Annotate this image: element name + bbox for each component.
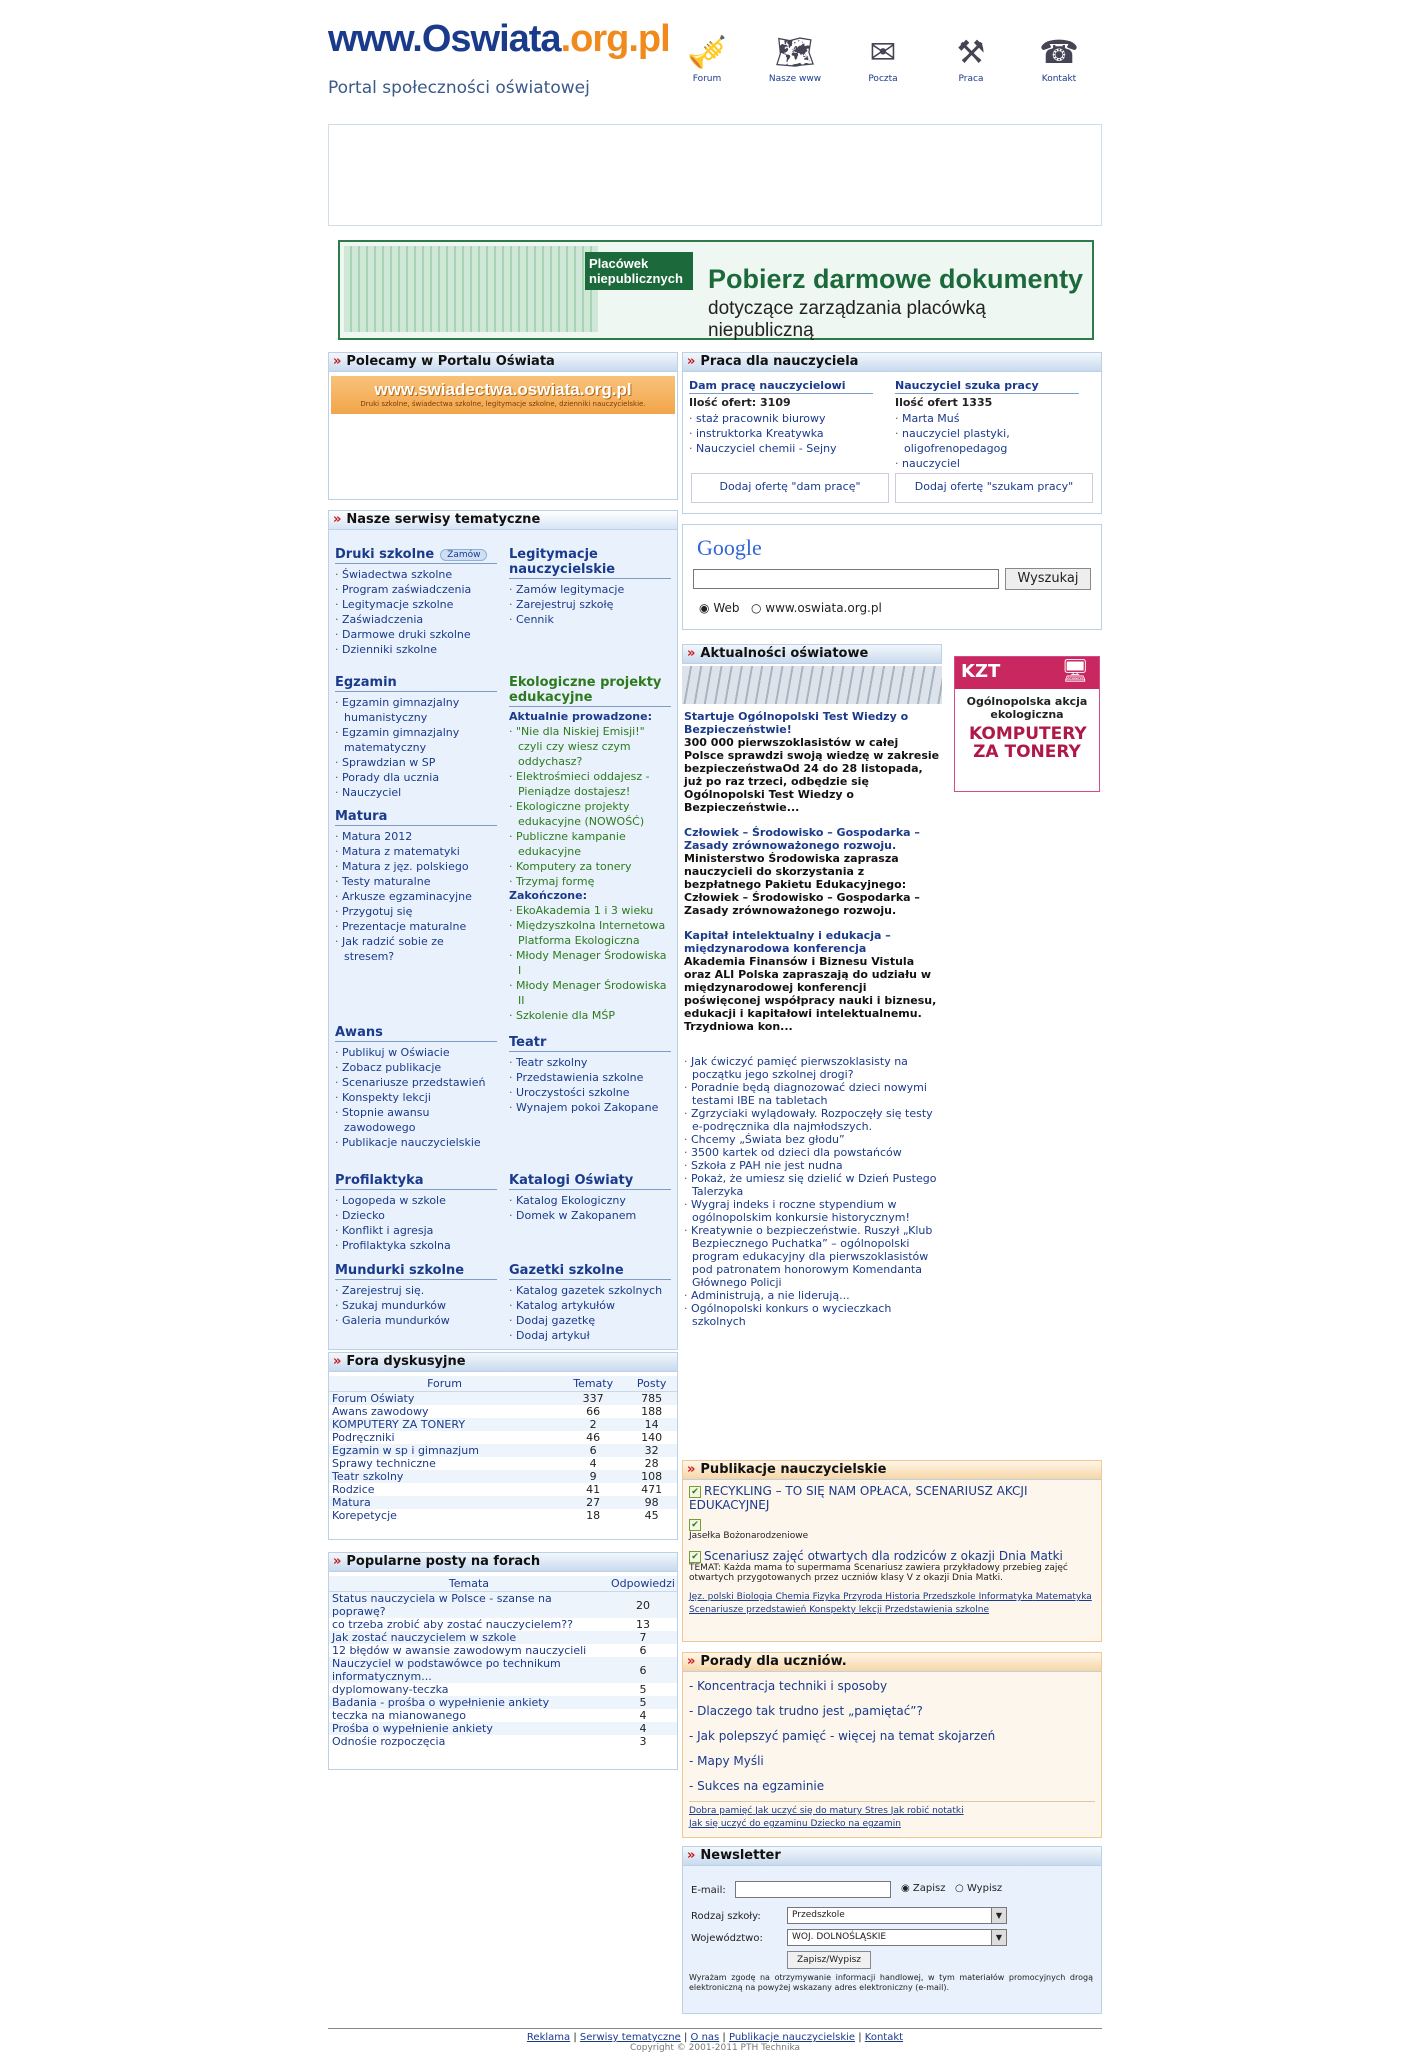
trumpet-icon: 🎺 [687, 33, 727, 71]
table-row[interactable]: Podręczniki 46 140 [332, 1431, 663, 1444]
footer: Reklama | Serwisy tematyczne | O nas | Publikacje nauczycielskie | Kontakt Copyright © 2001-2011 PTH Technika [328, 2028, 1102, 2053]
footer-link[interactable]: Serwisy tematyczne [579, 2032, 681, 2043]
kzt-header: KZT 🖥 [955, 657, 1099, 689]
table-row[interactable]: dyplomowany-teczka 5 [332, 1683, 647, 1696]
table-row[interactable]: Forum Oświaty 337 785 [329, 1392, 677, 1406]
news-link[interactable]: · Jak ćwiczyć pamięć pierwszoklasisty na początku jego szkolnej drogi? [684, 1055, 940, 1081]
table-row[interactable]: Prośba o wypełnienie ankiety 4 [329, 1722, 677, 1735]
news-title[interactable]: Kapitał intelektualny i edukacja – międzynarodowa konferencja [684, 929, 891, 955]
newsletter-panel: » Newsletter E-mail: ◉ Zapisz ○ Wypisz Rodzaj szkoły: Przedszkole ▼ Województwo: WOJ. DOLNOŚLĄSKIE ▼ Zapisz/Wypisz Wyrażam zgodę na otrzymywanie informacji handlowej, w tym materiałów promocyjnych drogą elektroniczną na powyżej wskazany adres elektroniczny (e-mail). [682, 1846, 1102, 2014]
news-link[interactable]: · Administrują, a nie liderują... [684, 1289, 940, 1302]
chevron-down-icon: ▼ [991, 1930, 1006, 1945]
top-nav [668, 30, 1098, 84]
news-image [682, 666, 942, 704]
table-row[interactable]: Matura 27 98 [329, 1496, 677, 1509]
praca-panel: » Praca dla nauczyciela Dam pracę nauczycielowi Ilość ofert: 3109 · staż pracownik biurowy · instruktorka Kreatywka · Nauczyciel chemii - Sejny Nauczyciel szuka pracy Ilość ofert 1335 · Marta Muś · nauczyciel plastyki, oligofrenopedagog · nauczyciel Dodaj ofertę "dam pracę" Dodaj ofertę "szukam pracy" [682, 352, 1102, 514]
check-icon: ✔ [689, 1486, 701, 1498]
matura-title[interactable]: Matura [335, 809, 497, 826]
job-seeker[interactable]: · nauczyciel [895, 456, 1079, 471]
table-row[interactable]: Rodzice 41 471 [332, 1483, 663, 1496]
kzt-ad[interactable]: KZT 🖥 Ogólnopolska akcja ekologiczna KOMPUTERY ZA TONERY [954, 656, 1100, 792]
table-row[interactable]: Korepetycje 18 45 [332, 1509, 659, 1522]
computer-icon: 🖥 [1061, 659, 1089, 684]
publication-link[interactable]: ✔ RECYKLING – TO SIĘ NAM OPŁACA, SCENARIUSZ AKCJI EDUKACYJNEJ [689, 1484, 1028, 1512]
radio-web[interactable]: ◉ [699, 601, 710, 615]
news-title[interactable]: Człowiek – Środowisko – Gospodarka – Zasady zrównoważonego rozwoju. [684, 826, 920, 852]
egzamin-title[interactable]: Egzamin [335, 675, 497, 692]
nav-nasze-www[interactable]: 🗺 Nasze www [756, 30, 834, 84]
banner-subline: dotyczące zarządzania placówką niepubliczną [708, 298, 986, 341]
news-link[interactable]: · Zgrzyciaki wylądowały. Rozpoczęły się testy e-podręcznika dla najmłodszych. [684, 1107, 940, 1133]
posty-panel [328, 1552, 678, 1770]
news-link[interactable]: · Szkoła z PAH nie jest nudna [684, 1159, 940, 1172]
google-search-input[interactable] [693, 569, 999, 589]
news-link[interactable]: · Kreatywnie o bezpieczeństwie. Ruszył „Klub Bezpiecznego Puchatka” – ogólnopolski program edukacyjny dla pierwszoklasistów pod patronatem honorowym Komendanta Głównego Policji [684, 1224, 940, 1289]
promo-banner[interactable] [338, 240, 1094, 340]
table-row[interactable]: Sprawy techniczne 4 28 [332, 1457, 659, 1470]
book-graphic [344, 246, 598, 332]
advice-link[interactable]: - Jak polepszyć pamięć - więcej na temat skojarzeń [689, 1729, 996, 1743]
table-row[interactable]: Odnośie rozpoczęcia 3 [332, 1735, 647, 1748]
phone-icon: ☎ [1039, 33, 1079, 71]
news-link[interactable]: · 3500 kartek od dzieci dla powstańców [684, 1146, 940, 1159]
druki-title[interactable]: Druki szkolne Zamów [335, 547, 497, 564]
gazetki-title[interactable]: Gazetki szkolne [509, 1263, 671, 1280]
chevron-down-icon: ▼ [991, 1908, 1006, 1923]
job-seeker[interactable]: · nauczyciel plastyki, oligofrenopedagog [895, 426, 1079, 456]
porady-panel: » Porady dla uczniów. - Koncentracja techniki i sposoby - Dlaczego tak trudno jest „pamiętać”? - Jak polepszyć pamięć - więcej na temat skojarzeń - Mapy Myśli - Sukces na egzaminie Dobra pamięć Jak uczyć się do matury Stres Jak robić notatki Jak się uczyć do egzaminu Dziecko na egzamin [682, 1652, 1102, 1838]
zamow-badge[interactable]: Zamów [440, 549, 487, 561]
footer-link[interactable]: O nas [690, 2032, 720, 2043]
tagline: Portal społeczności oświatowej [328, 78, 590, 98]
awans-title[interactable]: Awans [335, 1025, 497, 1042]
nav-praca[interactable]: ⚒ Praca [932, 30, 1010, 84]
nav-kontakt[interactable]: ☎ Kontakt [1020, 30, 1098, 84]
footer-link[interactable]: Publikacje nauczycielskie [728, 2032, 856, 2043]
publication-link[interactable]: ✔ Scenariusz zajęć otwartych dla rodziców z okazji Dnia Matki [689, 1549, 1095, 1563]
publikacje-panel: » Publikacje nauczycielskie ✔ RECYKLING – TO SIĘ NAM OPŁACA, SCENARIUSZ AKCJI EDUKACYJNEJ ✔ Jasełka Bożonarodzeniowe ✔ Scenariusz zajęć otwartych dla rodziców z okazji Dnia Matki TEMAT: Każda mama to supermama Scenariusz zawiera przykładowy przebieg zajęć otwartych przygotowanych przez uczniów klasy V z okazji Dnia Matki. Jęz. polski Biologia Chemia Fizyka Przyroda Historia Przedszkole Informatyka Matematyka Scenariusze przedstawień Konspekty lekcji Przedstawienia szkolne [682, 1460, 1102, 1642]
news-title[interactable]: Startuje Ogólnopolski Test Wiedzy o Bezpieczeństwie! [684, 710, 909, 736]
job-offer[interactable]: · staż pracownik biurowy [689, 411, 873, 426]
aktualnosci-title: » Aktualności oświatowe [682, 644, 942, 664]
table-row[interactable]: Teatr szkolny 9 108 [329, 1470, 677, 1483]
world-map-icon: 🗺 [774, 33, 816, 71]
job-offer[interactable]: · Nauczyciel chemii - Sejny [689, 441, 873, 456]
job-seeker[interactable]: · Marta Muś [895, 411, 1079, 426]
publication-link[interactable]: Jasełka Bożonarodzeniowe [689, 1531, 809, 1541]
banner-headline: Pobierz darmowe dokumenty [708, 264, 1084, 294]
fora-table: Forum Tematy Posty Forum Oświaty 337 785 Awans zawodowy 66 188 KOMPUTERY ZA TONERY 2 14 Podręczniki 46 140 Egzamin w sp i gimnazjum 6 32 Sprawy techniczne 4 28 Teatr szkolny 9 108 Rodzice 41 471 Matura 27 98 Korepetycje 18 45 [329, 1376, 677, 1522]
advice-link[interactable]: - Dlaczego tak trudno jest „pamiętać”? [689, 1704, 923, 1718]
news-link[interactable]: · Pokaż, że umiesz się dzielić w Dzień Pustego Talerzyka [684, 1172, 940, 1198]
google-search: Google Wyszukaj ◉ Web ○ www.oswiata.org.pl [682, 524, 1102, 630]
footer-link[interactable]: Kontakt [864, 2032, 904, 2043]
add-offer-button[interactable]: Dodaj ofertę "dam pracę" [691, 473, 889, 503]
google-search-button[interactable]: Wyszukaj [1005, 568, 1091, 590]
serwisy-panel: » Nasze serwisy tematyczne Druki szkolne Zamów · Świadectwa szkolne · Program zaświadczenia · Legitymacje szkolne · Zaświadczenia · Darmowe druki szkolne · Dzienniki szkolne Legitymacje nauczycielskie · Zamów legitymacje · Zarejestruj szkołę · Cennik Egzamin · Egzamin gimnazjalny humanistyczny · Egzamin gimnazjalny matematyczny · Sprawdzian w SP · Porady dla ucznia · Nauczyciel Ekologiczne projekty edukacyjne Aktualnie prowadzone: · "Nie dla Niskiej Emisji!" czyli czy wiesz czym oddychasz? · Elektrośmieci oddajesz - Pieniądze dostajesz! · Ekologiczne projekty edukacyjne (NOWOŚĆ) · Publiczne kampanie edukacyjne · Komputery za tonery · Trzymaj formę Zakończone: · EkoAkademia 1 i 3 wieku · Międzyszkolna Internetowa Platforma Ekologiczna · Młody Menager Środowiska I · Młody Menager Środowiska II · Szkolenie dla MŚP Matura · Matura 2012 · Matura z matematyki · Matura z jęz. polskiego · Testy maturalne · Arkusze egzaminacyjne · Przygotuj się · Prezentacje maturalne · Jak radzić sobie ze stresem? Awans · Publikuj w Oświacie · Zobacz publikacje · Scenariusze przedstawień · Konspekty lekcji · Stopnie awansu zawodowego · Publikacje nauczycielskie Teatr · Teatr szkolny · Przedstawienia szkolne · Uroczystości szkolne · Wynajem pokoi Zakopane Profilaktyka · Logopeda w szkole · Dziecko · Konflikt i agresja · Profilaktyka szkolna Katalogi Oświaty · Katalog Ekologiczny · Domek w Zakopanem Mundurki szkolne · Zarejestruj się. · Szukaj mundurków · Galeria mundurków Gazetki szkolne · Katalog gazetek szkolnych · Katalog artykułów · Dodaj gazetkę · Dodaj artykuł [328, 510, 678, 1350]
job-offer[interactable]: · instruktorka Kreatywka [689, 426, 873, 441]
radio-site[interactable]: ○ [750, 601, 762, 615]
news-link[interactable]: · Ogólnopolski konkurs o wycieczkach szkolnych [684, 1302, 940, 1328]
table-row[interactable]: Awans zawodowy 66 188 [332, 1405, 663, 1418]
news-link[interactable]: · Poradnie będą diagnozować dzieci nowymi testami IBE na tabletach [684, 1081, 940, 1107]
profilaktyka-title[interactable]: Profilaktyka [335, 1173, 497, 1190]
banner-badge: Placówek niepublicznych [585, 252, 693, 290]
news-link[interactable]: · Wygraj indeks i roczne stypendium w ogólnopolskim konkursie historycznym! [684, 1198, 940, 1224]
newsletter-title: » Newsletter [683, 1847, 1101, 1866]
katalogi-title[interactable]: Katalogi Oświaty [509, 1173, 671, 1190]
promo-swiadectwa[interactable]: www.swiadectwa.oswiata.org.pl Druki szkolne, świadectwa szkolne, legitymacje szkolne, dzienniki nauczycielskie. [331, 376, 675, 414]
nav-poczta[interactable]: ✉ Poczta [844, 30, 922, 84]
radio-wypisz[interactable]: ○ [955, 1883, 964, 1894]
site-logo[interactable]: www.Oswiata.org.pl [328, 18, 670, 60]
fora-title: » Fora dyskusyjne [329, 1353, 677, 1372]
mundurki-title[interactable]: Mundurki szkolne [335, 1263, 497, 1280]
add-seeker-button[interactable]: Dodaj ofertę "szukam pracy" [895, 473, 1093, 503]
ad-placeholder [328, 124, 1102, 226]
radio-zapisz[interactable]: ◉ [901, 1883, 910, 1894]
hammer-icon: ⚒ [956, 33, 986, 71]
advice-link[interactable]: - Mapy Myśli [689, 1754, 764, 1768]
posty-table: Temata Odpowiedzi Status nauczyciela w Polsce - szanse na poprawę? 20 co trzeba zrobić aby zostać nauczycielem?? 13 Jak zostać nauczycielem w szkole 7 12 błędów w awansie zawodowym nauczycieli 6 Nauczyciel w podstawówce po technikum informatycznym... 6 dyplomowany-teczka 5 Badania - prośba o wypełnienie ankiety 5 teczka na mianowanego 4 Prośba o wypełnienie ankiety 4 Odnośie rozpoczęcia 3 [329, 1576, 677, 1748]
polecamy-panel [328, 352, 678, 500]
table-row[interactable]: Nauczyciel w podstawówce po technikum informatycznym... 6 [329, 1657, 677, 1683]
check-icon: ✔ [689, 1519, 701, 1531]
teatr-title[interactable]: Teatr [509, 1035, 671, 1052]
polecamy-title: » Polecamy w Portalu Oświata [329, 353, 677, 372]
nav-forum[interactable]: 🎺 Forum [668, 30, 746, 84]
news-link[interactable]: · Chcemy „Świata bez głodu” [684, 1133, 940, 1146]
dam-prace-heading[interactable]: Dam pracę nauczycielowi [689, 379, 873, 394]
table-row[interactable]: Badania - prośba o wypełnienie ankiety 5 [329, 1696, 677, 1709]
aktualnosci-panel: » Aktualności oświatowe Startuje Ogólnopolski Test Wiedzy o Bezpieczeństwie! 300 000 pierwszoklasistów w całej Polsce sprawdzi swoją wiedzę w zakresie bezpieczeństwaOd 24 do 28 listopada, już po raz trzeci, odbędzie się Ogólnopolski Test Wiedzy o Bezpieczeństwie... Człowiek – Środowisko – Gospodarka – Zasady zrównoważonego rozwoju. Ministerstwo Środowiska zaprasza nauczycieli do skorzystania z bezpłatnego Pakietu Edukacyjnego: Człowiek – Środowisko – Gospodarka – Zasady zrównoważonego rozwoju. Kapitał intelektualny i edukacja – międzynarodowa konferencja Akademia Finansów i Biznesu Vistula oraz ALI Polska zapraszają do udziału w międzynarodowej konferencji poświęconej współpracy nauki i biznesu, edukacji i kapitałowi intelektualnemu. Trzydniowa kon... · Jak ćwiczyć pamięć pierwszoklasisty na początku jego szkolnej drogi? · Poradnie będą diagnozować dzieci nowymi testami IBE na tabletach · Zgrzyciaki wylądowały. Rozpoczęły się testy e-podręcznika dla najmłodszych. · Chcemy „Świata bez głodu” · 3500 kartek od dzieci dla powstańców · Szkoła z PAH nie jest nudna · Pokaż, że umiesz się dzielić w Dzień Pustego Talerzyka · Wygraj indeks i roczne stypendium w ogólnopolskim konkursie historycznym! · Kreatywnie o bezpieczeństwie. Ruszył „Klub Bezpiecznego Puchatka” – ogólnopolski program edukacyjny dla pierwszoklasistów pod patronatem honorowym Komendanta Głównego Policji · Administrują, a nie liderują... · Ogólnopolski konkurs o wycieczkach szkolnych [682, 644, 942, 1364]
table-row[interactable]: Egzamin w sp i gimnazjum 6 32 [329, 1444, 677, 1457]
school-type-select[interactable]: Przedszkole ▼ [787, 1907, 1007, 1924]
newsletter-email-input[interactable] [735, 1881, 891, 1898]
publication-categories: Jęz. polski Biologia Chemia Fizyka Przyroda Historia Przedszkole Informatyka Matematyka Scenariusze przedstawień Konspekty lekcji Przedstawienia szkolne [689, 1592, 1092, 1615]
table-row[interactable]: teczka na mianowanego 4 [332, 1709, 647, 1722]
praca-title: » Praca dla nauczyciela [683, 353, 1101, 372]
region-select[interactable]: WOJ. DOLNOŚLĄSKIE ▼ [787, 1929, 1007, 1946]
eko-title[interactable]: Ekologiczne projekty edukacyjne [509, 675, 671, 707]
advice-link[interactable]: - Koncentracja techniki i sposoby [689, 1679, 888, 1693]
porady-title: » Porady dla uczniów. [683, 1653, 1101, 1672]
posty-title: » Popularne posty na forach [329, 1553, 677, 1572]
mail-icon: ✉ [869, 33, 897, 71]
advice-link[interactable]: - Sukces na egzaminie [689, 1779, 825, 1793]
table-row[interactable]: KOMPUTERY ZA TONERY 2 14 [329, 1418, 677, 1431]
footer-link[interactable]: Reklama [526, 2032, 571, 2043]
legit-title[interactable]: Legitymacje nauczycielskie [509, 547, 671, 579]
table-row[interactable]: Status nauczyciela w Polsce - szanse na poprawę? 20 [329, 1592, 677, 1619]
serwisy-title: » Nasze serwisy tematyczne [329, 511, 677, 530]
fora-panel [328, 1352, 678, 1540]
newsletter-submit-button[interactable]: Zapisz/Wypisz [787, 1951, 871, 1969]
check-icon: ✔ [689, 1551, 701, 1563]
szuka-pracy-heading[interactable]: Nauczyciel szuka pracy [895, 379, 1079, 394]
publikacje-title: » Publikacje nauczycielskie [683, 1461, 1101, 1480]
table-row[interactable]: Jak zostać nauczycielem w szkole 7 [329, 1631, 677, 1644]
page [328, 0, 1102, 2065]
google-logo: Google [697, 535, 762, 560]
table-row[interactable]: co trzeba zrobić aby zostać nauczycielem?? 13 [332, 1618, 650, 1631]
copyright: Copyright © 2001-2011 PTH Technika [629, 2043, 801, 2053]
table-row[interactable]: 12 błędów w awansie zawodowym nauczycieli 6 [332, 1644, 647, 1657]
